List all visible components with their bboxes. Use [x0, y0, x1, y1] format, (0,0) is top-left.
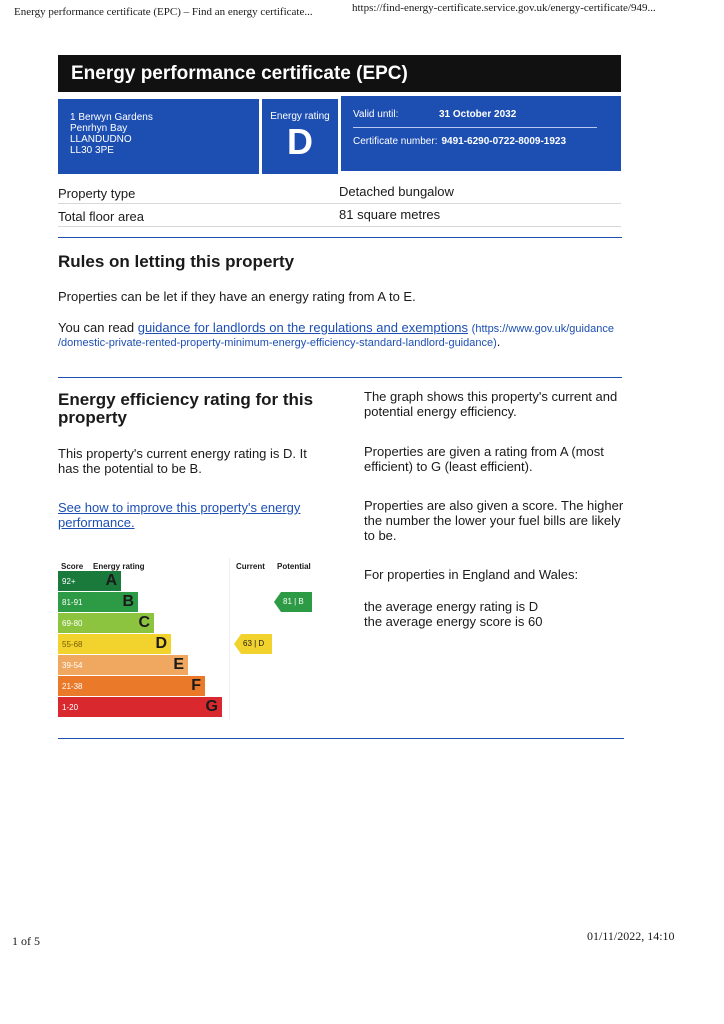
- address-box: [58, 99, 259, 174]
- chart-header-score: Score: [61, 562, 84, 571]
- divider: [58, 203, 621, 204]
- page-number: 1 of 5: [12, 934, 40, 948]
- band-letter: D: [155, 635, 167, 652]
- guidance-link[interactable]: guidance for landlords on the regulations and exemptions: [137, 320, 469, 335]
- page-title: Energy performance certificate (EPC): [58, 55, 621, 92]
- section-divider: [58, 738, 624, 739]
- rating-explanation: [364, 444, 604, 474]
- text-line: has the potential to be B.: [58, 461, 202, 476]
- band-score-label: 92+: [62, 577, 76, 586]
- band-letter: F: [191, 677, 201, 694]
- band-letter: B: [122, 593, 134, 610]
- print-header-title: Energy performance certificate (EPC) – Find an energy certificate...: [14, 6, 313, 18]
- band-letter: E: [173, 656, 184, 673]
- address-line: LL30 3PE: [70, 145, 114, 156]
- band-score-label: 21-38: [62, 682, 83, 691]
- band-score-label: 55-68: [62, 640, 83, 649]
- rating-band-f: [58, 676, 205, 696]
- rating-band-e: [58, 655, 188, 675]
- chart-header-potential: Potential: [277, 562, 311, 571]
- text-line: the number the lower your fuel bills are likely: [364, 513, 621, 528]
- property-type-label: Property type: [58, 186, 136, 201]
- rating-band-g: [58, 697, 222, 717]
- band-score-label: 69-80: [62, 619, 83, 628]
- text-line: Properties are also given a score. The higher: [364, 498, 624, 513]
- rules-heading: Rules on letting this property: [58, 252, 295, 271]
- band-letter: G: [205, 698, 218, 715]
- band-letter: A: [105, 572, 117, 589]
- address-line: LLANDUDNO: [70, 134, 132, 145]
- link-line[interactable]: See how to improve this property's energy: [58, 500, 301, 515]
- graph-explanation: [364, 389, 617, 419]
- efficiency-heading-line: property: [58, 408, 127, 427]
- text-line: This property's current energy rating is D. It: [58, 446, 307, 461]
- rating-band-a: [58, 571, 121, 591]
- text-line: potential energy efficiency.: [364, 404, 517, 419]
- epc-rating-chart: [58, 558, 318, 720]
- guidance-prefix: You can read: [58, 320, 135, 335]
- guidance-suffix: .: [496, 334, 501, 349]
- text-line: the average energy rating is D: [364, 599, 539, 614]
- section-divider: [58, 377, 622, 378]
- text-line: the average energy score is 60: [364, 614, 543, 629]
- band-score-label: 81-91: [62, 598, 83, 607]
- divider: [353, 127, 597, 128]
- print-datetime: 01/11/2022, 14:10: [587, 929, 675, 943]
- link-line[interactable]: performance.: [58, 515, 135, 530]
- rating-band-c: [58, 613, 154, 633]
- certificate-number-label: Certificate number:: [353, 136, 438, 147]
- marker-label: 81 | B: [283, 597, 304, 606]
- property-type-value: Detached bungalow: [339, 184, 454, 199]
- valid-until-value: 31 October 2032: [439, 109, 517, 120]
- floor-area-value: 81 square metres: [339, 207, 441, 222]
- address-line: 1 Berwyn Gardens: [70, 112, 153, 123]
- guidance-url-line: [58, 334, 500, 349]
- text-line: The graph shows this property's current and: [364, 389, 618, 404]
- energy-rating-letter: D: [287, 121, 313, 162]
- england-wales-text: For properties in England and Wales:: [364, 567, 579, 582]
- energy-rating-box: [262, 99, 338, 174]
- marker-label: 63 | D: [243, 639, 265, 648]
- average-text: [364, 599, 543, 629]
- section-divider: [58, 237, 622, 238]
- address-line: Penrhyn Bay: [70, 123, 128, 134]
- score-explanation: [364, 498, 623, 543]
- certificate-info-box: [341, 96, 621, 171]
- current-rating-marker: [234, 634, 272, 654]
- floor-area-label: Total floor area: [58, 209, 144, 224]
- certificate-number-value: 9491-6290-0722-8009-1923: [441, 136, 567, 147]
- efficiency-heading: [58, 391, 313, 427]
- current-rating-text: [58, 446, 307, 476]
- rating-band-d: [58, 634, 171, 654]
- energy-rating-label: Energy rating: [270, 111, 330, 122]
- rating-band-b: [58, 592, 138, 612]
- chart-column-divider: [229, 558, 230, 720]
- chart-header-current: Current: [236, 562, 265, 571]
- print-header-url: https://find-energy-certificate.service.gov.uk/energy-certificate/949...: [352, 2, 656, 14]
- band-letter: C: [138, 614, 150, 631]
- rules-paragraph: Properties can be let if they have an energy rating from A to E.: [58, 289, 416, 304]
- text-line: Properties are given a rating from A (most: [364, 444, 604, 459]
- efficiency-heading-line: Energy efficiency rating for this: [58, 390, 314, 409]
- text-line: to be.: [364, 528, 397, 543]
- band-score-label: 39-54: [62, 661, 83, 670]
- band-score-label: 1-20: [62, 703, 79, 712]
- potential-rating-marker: [274, 592, 312, 612]
- divider: [58, 226, 621, 227]
- guidance-url-part1: (https://www.gov.uk/guidance: [471, 323, 614, 335]
- valid-until-label: Valid until:: [353, 109, 399, 120]
- guidance-url-part2: /domestic-private-rented-property-minimum-energy-efficiency-standard-landlord-guidance): [58, 337, 497, 349]
- improve-link[interactable]: [58, 500, 300, 530]
- text-line: efficient) to G (least efficient).: [364, 459, 533, 474]
- chart-header-rating: Energy rating: [93, 562, 145, 571]
